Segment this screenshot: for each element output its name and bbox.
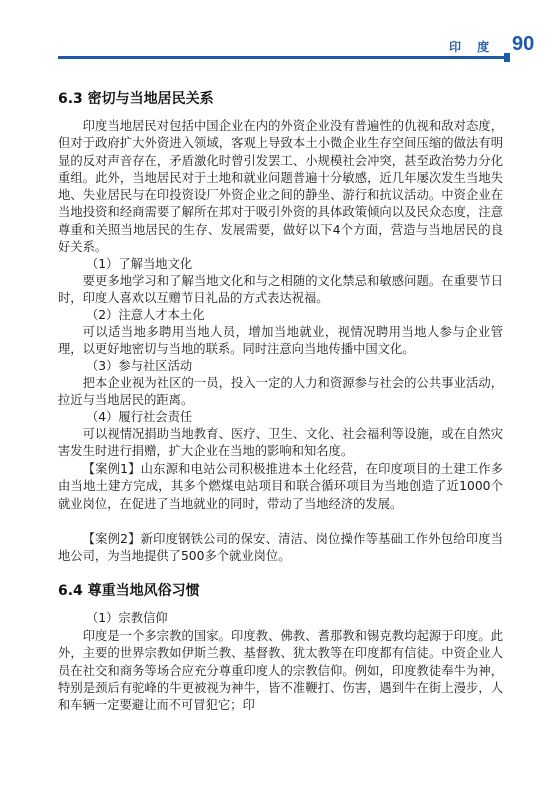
localization-paragraph: 可以适当地多聘用当地人员，增加当地就业，视情况聘用当地人参与企业管理，以更好地密切与当地的联系。同时注意向当地传播中国文化。	[58, 325, 503, 357]
subheading-community: （3）参与社区活动	[86, 359, 193, 373]
religion-paragraph: 印度是一个多宗教的国家。印度教、佛教、耆那教和锡克教均起源于印度。此外，主要的世界宗教如伊斯兰教、基督教、犹太教等在印度都有信徒。中资企业人员在社交和商务等场合应充分尊重印度人的宗教信仰。例如，印度教徒奉牛为神，特别是颈后有驼峰的牛更被视为神牛，皆不准鞭打、伤害，遇到牛在街上漫步，人和车辆一定要避让而不可冒犯它；印	[58, 629, 503, 713]
section-heading-6-4: 6.4 尊重当地风俗习惯	[58, 583, 200, 599]
intro-paragraph: 印度当地居民对包括中国企业在内的外资企业没有普遍性的仇视和敌对态度，但对于政府扩大外资进入领域，客观上导致本土小微企业生存空间压缩的做法有明显的反对声音存在，矛盾激化时曾引发罢工、小规模社会冲突，甚至政治势力分化重组。此外，当地居民对于土地和就业问题普遍十分敏感，近几年屡次发生当地失地、失业居民与在印投资设厂外资企业之间的静坐、游行和抗议活动。中资企业在当地投资和经商需要了解所在邦对于吸引外资的具体政策倾向以及民众态度，注意尊重和关照当地居民的生存、发展需要，做好以下4个方面，营造与当地居民的良好关系。	[58, 119, 503, 255]
header-rule-tick	[504, 53, 510, 62]
culture-paragraph: 要更多地学习和了解当地文化和与之相随的文化禁忌和敏感问题。在重要节日时，印度人喜欢以互赠节日礼品的方式表达祝福。	[58, 274, 503, 306]
running-header-title: 印 度	[449, 40, 496, 54]
subheading-culture: （1）了解当地文化	[86, 257, 193, 271]
header-rule	[58, 56, 504, 59]
subheading-localization: （2）注意人才本土化	[86, 308, 205, 322]
section-heading-6-3: 6.3 密切与当地居民关系	[58, 91, 214, 107]
case-2-paragraph: 【案例2】新印度钢铁公司的保安、清洁、岗位操作等基础工作外包给印度当地公司，为当地提供了500多个就业岗位。	[58, 532, 503, 564]
subheading-responsibility: （4）履行社会责任	[86, 410, 193, 424]
case-1-paragraph: 【案例1】山东源和电站公司积极推进本土化经营，在印度项目的土建工作多由当地土建方完成，其多个燃煤电站项目和联合循环项目为当地创造了近1000个就业岗位，在促进了当地就业的同时，带动了当地经济的发展。	[58, 462, 503, 511]
responsibility-paragraph: 可以视情况捐助当地教育、医疗、卫生、文化、社会福利等设施，或在自然灾害发生时进行捐赠，扩大企业在当地的影响和知名度。	[58, 427, 503, 459]
community-paragraph: 把本企业视为社区的一员，投入一定的人力和资源参与社会的公共事业活动，拉近与当地居民的距离。	[58, 376, 503, 408]
page-number: 90	[512, 33, 535, 55]
subheading-religion: （1）宗教信仰	[86, 611, 168, 625]
